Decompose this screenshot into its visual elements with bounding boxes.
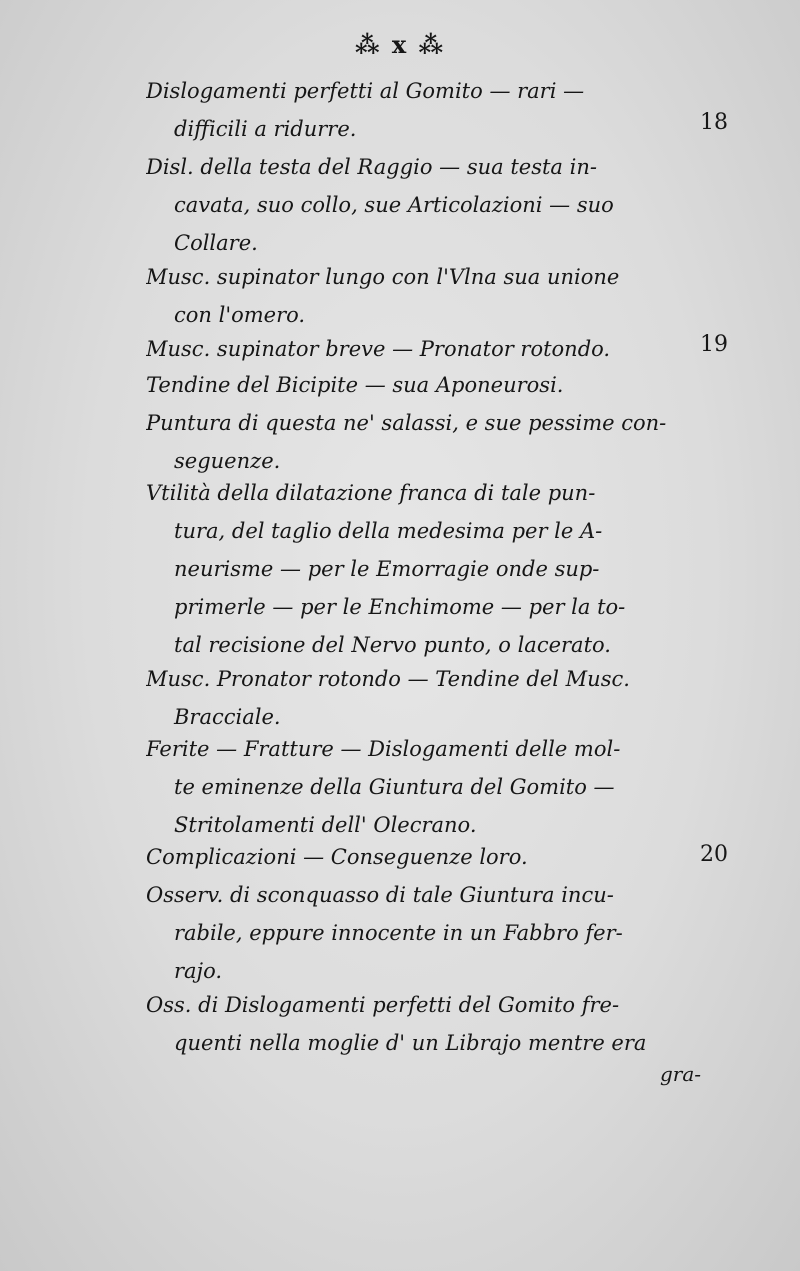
entry-line: Oss. di Dislogamenti perfetti del Gomito fre- (146, 993, 620, 1017)
index-entry (146, 986, 686, 1062)
entry-line: Complicazioni — Conseguenze loro. (146, 845, 528, 869)
index-entry (146, 876, 686, 990)
page-header-ornament: ⁂ x ⁂ (354, 30, 446, 59)
index-entry (146, 366, 686, 404)
entry-line: Stritolamenti dell' Olecrano. (174, 813, 477, 837)
entry-line: primerle — per le Enchimome — per la to- (174, 595, 626, 619)
entry-line: seguenze. (174, 449, 281, 473)
entry-line: Musc. supinator lungo con l'Vlna sua unione (146, 265, 620, 289)
index-entry (146, 730, 686, 844)
index-entry (146, 148, 686, 262)
entry-line: con l'omero. (174, 303, 306, 327)
entry-line: Musc. Pronator rotondo — Tendine del Musc. (146, 667, 630, 691)
index-entry (146, 330, 686, 368)
entry-line: tura, del taglio della medesima per le A- (174, 519, 603, 543)
entry-line: Vtilità della dilatazione franca di tale pun- (146, 481, 596, 505)
entry-line: tal recisione del Nervo punto, o lacerato. (174, 633, 611, 657)
entry-line: te eminenze della Giuntura del Gomito — (174, 775, 615, 799)
index-entry (146, 258, 686, 334)
index-entry (146, 660, 686, 736)
entry-line: cavata, suo collo, sue Articolazioni — suo (174, 193, 614, 217)
entry-line: difficili a ridurre. (174, 117, 357, 141)
entry-line: quenti nella moglie d' un Librajo mentre era (174, 1031, 647, 1055)
index-entry (146, 72, 686, 148)
entry-line: Osserv. di sconquasso di tale Giuntura incu- (146, 883, 614, 907)
catchword: gra- (660, 1062, 702, 1086)
index-entry (146, 838, 686, 876)
entry-line: Bracciale. (174, 705, 281, 729)
entry-line: Collare. (174, 231, 258, 255)
page-reference: 18 (700, 110, 728, 135)
index-entry (146, 474, 686, 664)
entry-line: Dislogamenti perfetti al Gomito — rari — (146, 79, 585, 103)
entry-line: Musc. supinator breve — Pronator rotondo. (146, 337, 611, 361)
entry-line: rajo. (174, 959, 223, 983)
entry-line: Disl. della testa del Raggio — sua testa in- (146, 155, 597, 179)
entry-line: Tendine del Bicipite — sua Aponeurosi. (146, 373, 564, 397)
entry-line: neurisme — per le Emorragie onde sup- (174, 557, 600, 581)
page-reference: 19 (700, 332, 728, 357)
entry-line: rabile, eppure innocente in un Fabbro fer- (174, 921, 623, 945)
entry-line: Ferite — Fratture — Dislogamenti delle mol- (146, 737, 621, 761)
page-reference: 20 (700, 842, 728, 867)
entry-line: Puntura di questa ne' salassi, e sue pessime con- (146, 411, 667, 435)
index-entry (146, 404, 686, 480)
